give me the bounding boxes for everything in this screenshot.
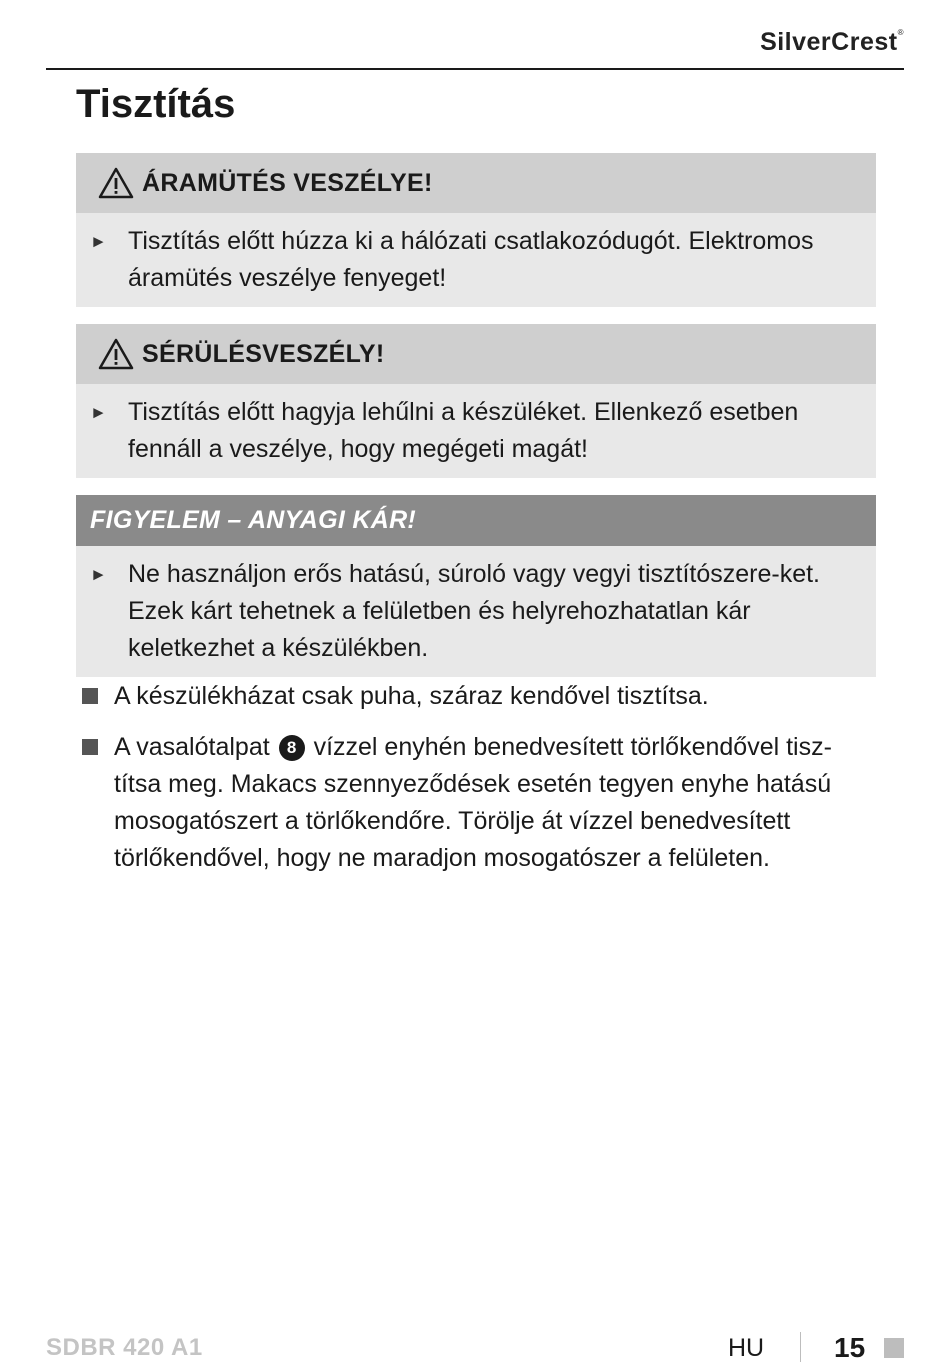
warning-text: Tisztítás előtt hagyja lehűlni a készüléket. Ellenkező esetben fennáll a veszélye, hogy megégeti magát! (128, 398, 799, 463)
warning-body (76, 384, 876, 478)
warning-title: ÁRAMÜTÉS VESZÉLYE! (142, 168, 433, 197)
page-title: Tisztítás (76, 82, 236, 126)
instruction-text-rest: vízzel enyhén benedvesített törlőkendővel tisz-títsa meg. Makacs szennyeződések esetén tegyen enyhe hatású mosogatószert a törlőkendőre. Törölje át vízzel benedvesített törlőkendővel, hogy ne maradjon mosogatószer a felületen. (114, 733, 832, 872)
arrow-bullet-icon: ► (90, 232, 107, 251)
footer-divider (800, 1332, 801, 1362)
brand-name: SilverCrest (760, 28, 898, 56)
warning-header (76, 324, 876, 384)
warning-triangle-icon (98, 167, 134, 199)
square-bullet-icon (76, 729, 114, 877)
header-divider (46, 68, 904, 70)
instruction-list (76, 678, 876, 891)
footer-model-number: SDBR 420 A1 (46, 1334, 203, 1361)
warning-triangle-icon (98, 338, 134, 370)
caution-title: FIGYELEM – ANYAGI KÁR! (90, 506, 417, 534)
list-item (90, 556, 846, 667)
warning-header (76, 153, 876, 213)
list-item (76, 678, 876, 715)
page-number: 15 (834, 1332, 866, 1363)
instruction-text-start: A vasalótalpat (114, 733, 270, 761)
instruction-text (114, 729, 876, 877)
warning-body (76, 213, 876, 307)
instruction-text: A készülékházat csak puha, száraz kendővel tisztítsa. (114, 682, 709, 710)
arrow-bullet-icon: ► (90, 565, 107, 584)
list-item (90, 394, 846, 468)
warning-text: Tisztítás előtt húzza ki a hálózati csatlakozódugót. Elektromos áramütés veszélye fenyeget! (128, 227, 814, 292)
footer-square-icon (884, 1338, 904, 1358)
caution-header (76, 495, 876, 546)
arrow-bullet-icon: ► (90, 403, 107, 422)
caution-text: Ne használjon erős hatású, súroló vagy vegyi tisztítószere-ket. Ezek kárt tehetnek a felületben és helyrehozhatatlan kár keletkezhet a készülékben. (128, 560, 821, 662)
warning-title: SÉRÜLÉSVESZÉLY! (142, 339, 385, 368)
warning-box-injury (76, 324, 876, 478)
registered-mark: ® (897, 28, 904, 37)
square-bullet-icon (76, 678, 114, 715)
caution-box-material-damage (76, 495, 876, 677)
caution-body (76, 546, 876, 677)
part-number-badge: 8 (279, 735, 305, 761)
brand-logo (760, 28, 904, 57)
list-item (90, 223, 846, 297)
footer-language: HU (728, 1334, 765, 1362)
list-item (76, 729, 876, 877)
warning-box-electric-shock (76, 153, 876, 307)
